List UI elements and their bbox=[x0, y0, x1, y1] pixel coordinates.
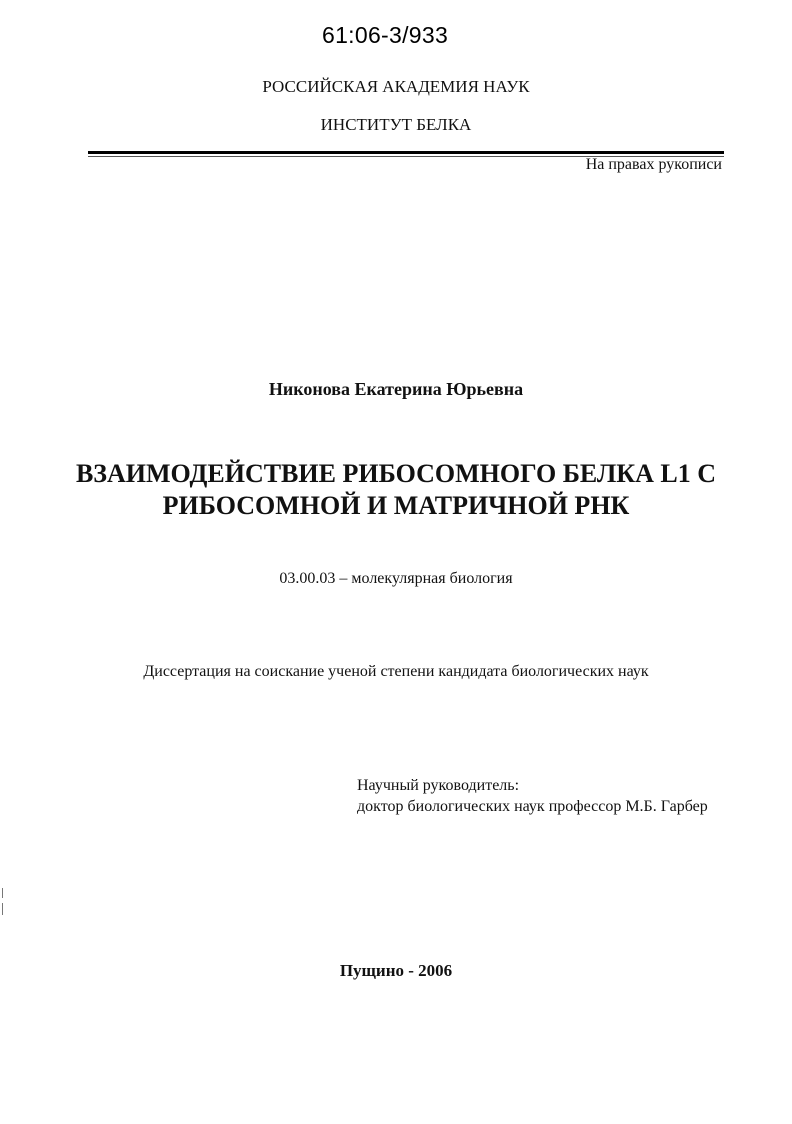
degree-statement: Диссертация на соискание ученой степени кандидата биологических наук bbox=[143, 663, 649, 680]
scan-artifact-mark bbox=[2, 903, 3, 915]
scan-artifact-mark bbox=[2, 888, 3, 898]
advisor-label: Научный руководитель: bbox=[357, 777, 520, 794]
advisor-name: доктор биологических наук профессор М.Б. Гарбер bbox=[357, 798, 708, 815]
scientific-advisor bbox=[357, 775, 708, 817]
manuscript-rights-note: На правах рукописи bbox=[585, 156, 722, 173]
title-line-1: ВЗАИМОДЕЙСТВИЕ РИБОСОМНОГО БЕЛКА L1 С bbox=[75, 459, 717, 488]
title-line-2: РИБОСОМНОЙ И МАТРИЧНОЙ РНК bbox=[162, 491, 630, 520]
header-divider bbox=[88, 151, 724, 154]
institute-name: ИНСТИТУТ БЕЛКА bbox=[320, 115, 472, 134]
dissertation-title bbox=[0, 458, 792, 522]
archive-stamp-number: 61:06-3/933 bbox=[322, 22, 449, 48]
author-name: Никонова Екатерина Юрьевна bbox=[268, 379, 524, 399]
specialty-code: 03.00.03 – молекулярная биология bbox=[279, 570, 513, 587]
city-year: Пущино - 2006 bbox=[339, 961, 453, 980]
academy-name: РОССИЙСКАЯ АКАДЕМИЯ НАУК bbox=[262, 77, 530, 96]
